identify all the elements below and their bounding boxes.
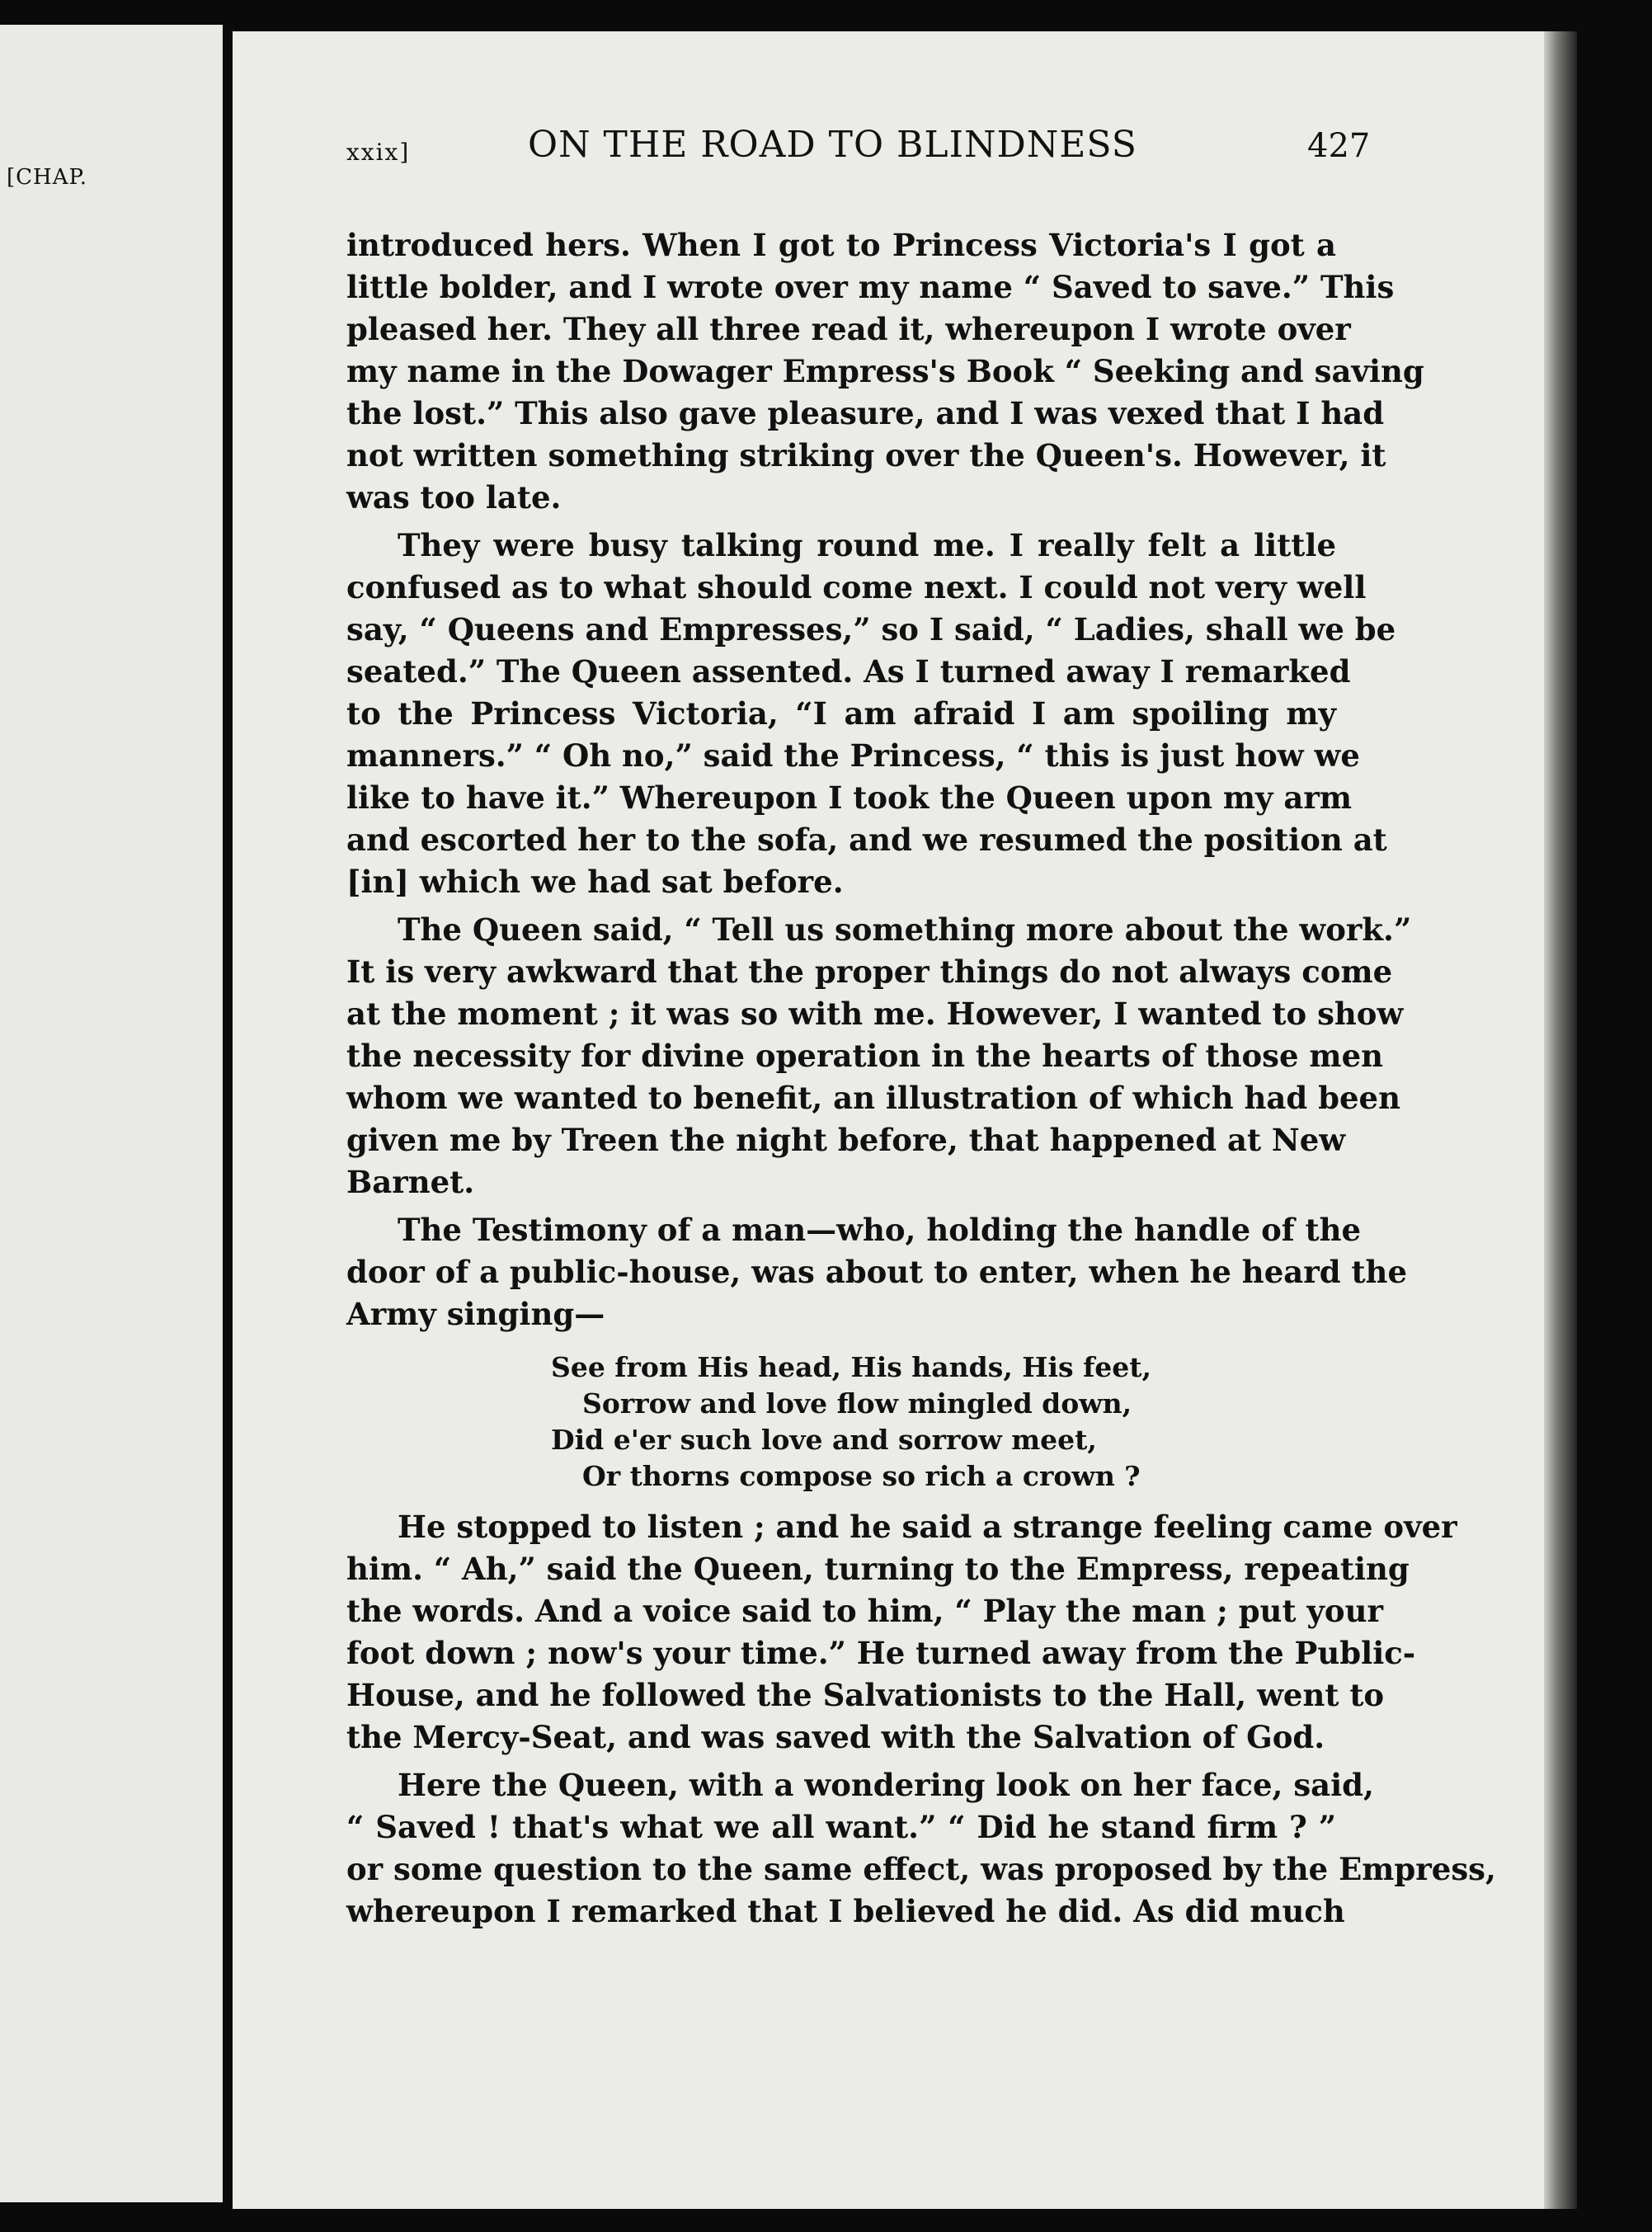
text-line: was too late.	[346, 479, 562, 516]
verse-line: Did e'er such love and sorrow meet,	[551, 1424, 1097, 1456]
verse-block	[346, 1349, 1336, 1495]
text-line: or some question to the same effect, was proposed by the Empress,	[346, 1851, 1496, 1887]
text-line: to the Princess Victoria, “I am afraid I am spoiling my	[346, 695, 1336, 732]
paragraph	[346, 1209, 1408, 1335]
text-line: and escorted her to the sofa, and we resumed the position at	[346, 822, 1387, 858]
text-line: introduced hers. When I got to Princess Victoria's I got a	[346, 227, 1336, 263]
page-gutter	[223, 25, 233, 2202]
paragraph	[346, 1764, 1496, 1933]
text-line: “ Saved ! that's what we all want.” “ Did he stand firm ? ”	[346, 1809, 1336, 1845]
text-line: They were busy talking round me. I really felt a little	[398, 527, 1336, 563]
verse-line: See from His head, His hands, His feet,	[551, 1351, 1151, 1383]
text-line: him. “ Ah,” said the Queen, turning to the Empress, repeating	[346, 1551, 1410, 1587]
text-line: not written something striking over the Queen's. However, it	[346, 437, 1386, 473]
text-line: the Mercy-Seat, and was saved with the Salvation of God.	[346, 1719, 1325, 1755]
running-title: ON THE ROAD TO BLINDNESS	[528, 124, 1137, 166]
paragraph	[346, 1506, 1457, 1759]
text-line: [in] which we had sat before.	[346, 864, 844, 900]
text-line: Here the Queen, with a wondering look on her face, said,	[398, 1767, 1374, 1803]
page-number: 427	[1307, 127, 1371, 165]
text-line: Army singing—	[346, 1296, 605, 1332]
text-line: the necessity for divine operation in the hearts of those men	[346, 1038, 1384, 1074]
text-line: at the moment ; it was so with me. However, I wanted to show	[346, 996, 1404, 1032]
left-page	[0, 25, 229, 2202]
page-edge-shadow	[1544, 31, 1577, 2209]
text-line: confused as to what should come next. I could not very well	[346, 569, 1367, 605]
text-line: little bolder, and I wrote over my name “ Saved to save.” This	[346, 269, 1395, 305]
text-line: whereupon I remarked that I believed he did. As did much	[346, 1893, 1345, 1929]
text-line: He stopped to listen ; and he said a strange feeling came over	[398, 1509, 1457, 1545]
text-line: like to have it.” Whereupon I took the Queen upon my arm	[346, 779, 1353, 816]
text-line: foot down ; now's your time.” He turned away from the Public-	[346, 1635, 1416, 1671]
paragraph	[346, 525, 1396, 903]
text-line: door of a public-house, was about to enter, when he heard the	[346, 1254, 1408, 1290]
paragraphs-before-verse	[346, 224, 1424, 1341]
text-line: pleased her. They all three read it, whereupon I wrote over	[346, 311, 1351, 347]
text-line: seated.” The Queen assented. As I turned away I remarked	[346, 653, 1351, 690]
paragraphs-after-verse	[346, 1506, 1496, 1938]
verse-line: Or thorns compose so rich a crown ?	[582, 1460, 1141, 1492]
text-line: The Queen said, “ Tell us something more about the work.”	[398, 911, 1412, 948]
paragraph	[346, 224, 1424, 519]
left-page-header: [CHAP.	[7, 165, 87, 190]
verse-line: Sorrow and love flow mingled down,	[582, 1387, 1132, 1420]
text-line: given me by Treen the night before, that happened at New	[346, 1122, 1346, 1158]
text-line: Barnet.	[346, 1164, 475, 1200]
text-line: the lost.” This also gave pleasure, and I was vexed that I had	[346, 395, 1385, 431]
text-line: say, “ Queens and Empresses,” so I said, “ Ladies, shall we be	[346, 611, 1396, 647]
text-line: It is very awkward that the proper things do not always come	[346, 954, 1393, 990]
text-line: whom we wanted to benefit, an illustration of which had been	[346, 1080, 1400, 1116]
text-line: the words. And a voice said to him, “ Play the man ; put your	[346, 1593, 1384, 1629]
chapter-number: xxix]	[346, 139, 411, 166]
text-line: my name in the Dowager Empress's Book “ Seeking and saving	[346, 353, 1424, 389]
text-line: manners.” “ Oh no,” said the Princess, “ this is just how we	[346, 737, 1360, 774]
paragraph	[346, 909, 1412, 1203]
text-line: The Testimony of a man—who, holding the handle of the	[398, 1212, 1362, 1248]
text-line: House, and he followed the Salvationists to the Hall, went to	[346, 1677, 1385, 1713]
body-text	[346, 224, 1496, 1938]
running-header	[346, 124, 1371, 181]
